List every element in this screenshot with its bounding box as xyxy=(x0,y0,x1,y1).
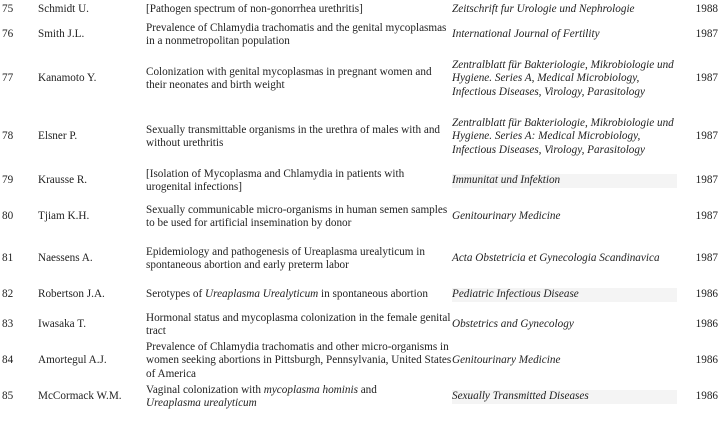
ref-journal xyxy=(452,50,677,108)
ref-journal-text: International Journal of Fertility xyxy=(452,28,600,41)
ref-title-text: Vaginal colonization with xyxy=(146,383,264,396)
table-row xyxy=(2,50,718,108)
ref-title xyxy=(146,382,452,412)
table-row xyxy=(2,166,718,196)
ref-number: 80 xyxy=(2,210,14,223)
ref-journal xyxy=(452,108,677,166)
ref-journal xyxy=(452,20,677,50)
ref-journal-text: Pediatric Infectious Disease xyxy=(452,288,677,301)
ref-journal xyxy=(452,340,677,382)
ref-title: Sexually transmittable organisms in the urethra of males with and without urethritis xyxy=(146,123,441,149)
ref-number: 84 xyxy=(2,354,14,367)
ref-journal xyxy=(452,280,677,310)
ref-title: Sexually communicable micro-organisms in human semen samples to be used for artificial insemination by donor xyxy=(146,203,448,229)
ref-year: 1986 xyxy=(695,354,718,367)
ref-journal-text: Genitourinary Medicine xyxy=(452,354,561,367)
table-row xyxy=(2,280,718,310)
ref-journal-text: Immunitat und Infektion xyxy=(452,174,677,187)
ref-journal-text: Obstetrics and Gynecology xyxy=(452,318,574,331)
ref-year: 1987 xyxy=(695,174,718,187)
ref-title-species: Ureaplasma urealyticum xyxy=(146,397,257,409)
ref-number: 82 xyxy=(2,288,14,301)
table-row xyxy=(2,238,718,280)
ref-title xyxy=(146,280,452,310)
table-row xyxy=(2,20,718,50)
ref-year: 1987 xyxy=(695,72,718,85)
ref-journal xyxy=(452,166,677,196)
ref-year: 1987 xyxy=(695,130,718,143)
ref-author: Robertson J.A. xyxy=(38,288,105,301)
references-table xyxy=(2,0,718,412)
ref-title-text: Serotypes of xyxy=(146,288,206,301)
ref-author: Kanamoto Y. xyxy=(38,72,97,85)
ref-title: Hormonal status and mycoplasma colonization in the female genital tract xyxy=(146,311,451,337)
ref-number: 85 xyxy=(2,390,14,403)
ref-number: 81 xyxy=(2,252,14,265)
ref-number: 75 xyxy=(2,3,14,16)
ref-journal-text: Zentralblatt für Bakteriologie, Mikrobiologie und Hygiene. Series A, Medical Microbiology, Infectious Diseases, Virology, Parasitology xyxy=(452,58,674,98)
ref-journal xyxy=(452,238,677,280)
ref-title-text: and xyxy=(357,383,377,396)
ref-year: 1987 xyxy=(695,210,718,223)
ref-year: 1988 xyxy=(695,3,718,16)
ref-author: Schmidt U. xyxy=(38,3,89,16)
ref-journal xyxy=(452,0,677,20)
table-row xyxy=(2,382,718,412)
ref-author: Krausse R. xyxy=(38,174,88,187)
ref-author: Smith J.L. xyxy=(38,28,85,41)
ref-journal xyxy=(452,196,677,238)
ref-number: 83 xyxy=(2,318,14,331)
table-row xyxy=(2,0,718,20)
ref-author: Amortegul A.J. xyxy=(38,354,107,367)
ref-author: McCormack W.M. xyxy=(38,390,122,403)
ref-title: Colonization with genital mycoplasmas in pregnant women and their neonates and birth weight xyxy=(146,65,432,91)
ref-number: 79 xyxy=(2,174,14,187)
table-row xyxy=(2,340,718,382)
ref-journal-text: Zentralblatt für Bakteriologie, Mikrobiologie und Hygiene. Series A: Medical Microbiology, Infectious Diseases, Virology, Parasitology xyxy=(452,116,674,156)
table-row xyxy=(2,108,718,166)
table-row xyxy=(2,196,718,238)
ref-title: [Isolation of Mycoplasma and Chlamydia in patients with urogenital infections] xyxy=(146,167,405,193)
ref-year: 1987 xyxy=(695,252,718,265)
ref-title-species: mycoplasma hominis xyxy=(263,383,358,396)
ref-author: Tjiam K.H. xyxy=(38,210,90,223)
ref-year: 1986 xyxy=(695,318,718,331)
ref-journal-text: Genitourinary Medicine xyxy=(452,210,561,223)
ref-title: Prevalence of Chlamydia trachomatis and other micro-organisms in women seeking abortions in Pittsburgh, Pennsylvania, United States of America xyxy=(146,340,452,380)
ref-title: Prevalence of Chlamydia trachomatis and the genital mycoplasmas in a nonmetropolitan population xyxy=(146,21,447,47)
ref-year: 1986 xyxy=(695,390,718,403)
ref-author: Iwasaka T. xyxy=(38,318,87,331)
table-row xyxy=(2,310,718,340)
ref-number: 77 xyxy=(2,72,14,85)
ref-number: 78 xyxy=(2,130,14,143)
ref-year: 1986 xyxy=(695,288,718,301)
ref-title: Epidemiology and pathogenesis of Ureaplasma urealyticum in spontaneous abortion and early preterm labor xyxy=(146,245,425,271)
ref-year: 1987 xyxy=(695,28,718,41)
ref-journal-text: Zeitschrift fur Urologie und Nephrologie xyxy=(452,3,635,16)
ref-journal-text: Acta Obstetricia et Gynecologia Scandinavica xyxy=(452,252,660,265)
ref-number: 76 xyxy=(2,28,14,41)
ref-author: Naessens A. xyxy=(38,252,93,265)
ref-title-species: Ureaplasma Urealyticum xyxy=(205,288,319,301)
ref-journal xyxy=(452,382,677,412)
ref-journal xyxy=(452,310,677,340)
ref-title: [Pathogen spectrum of non-gonorrhea urethritis] xyxy=(146,3,363,16)
ref-title-text: in spontaneous abortion xyxy=(318,288,428,301)
ref-journal-text: Sexually Transmitted Diseases xyxy=(452,390,677,403)
ref-author: Elsner P. xyxy=(38,130,78,143)
